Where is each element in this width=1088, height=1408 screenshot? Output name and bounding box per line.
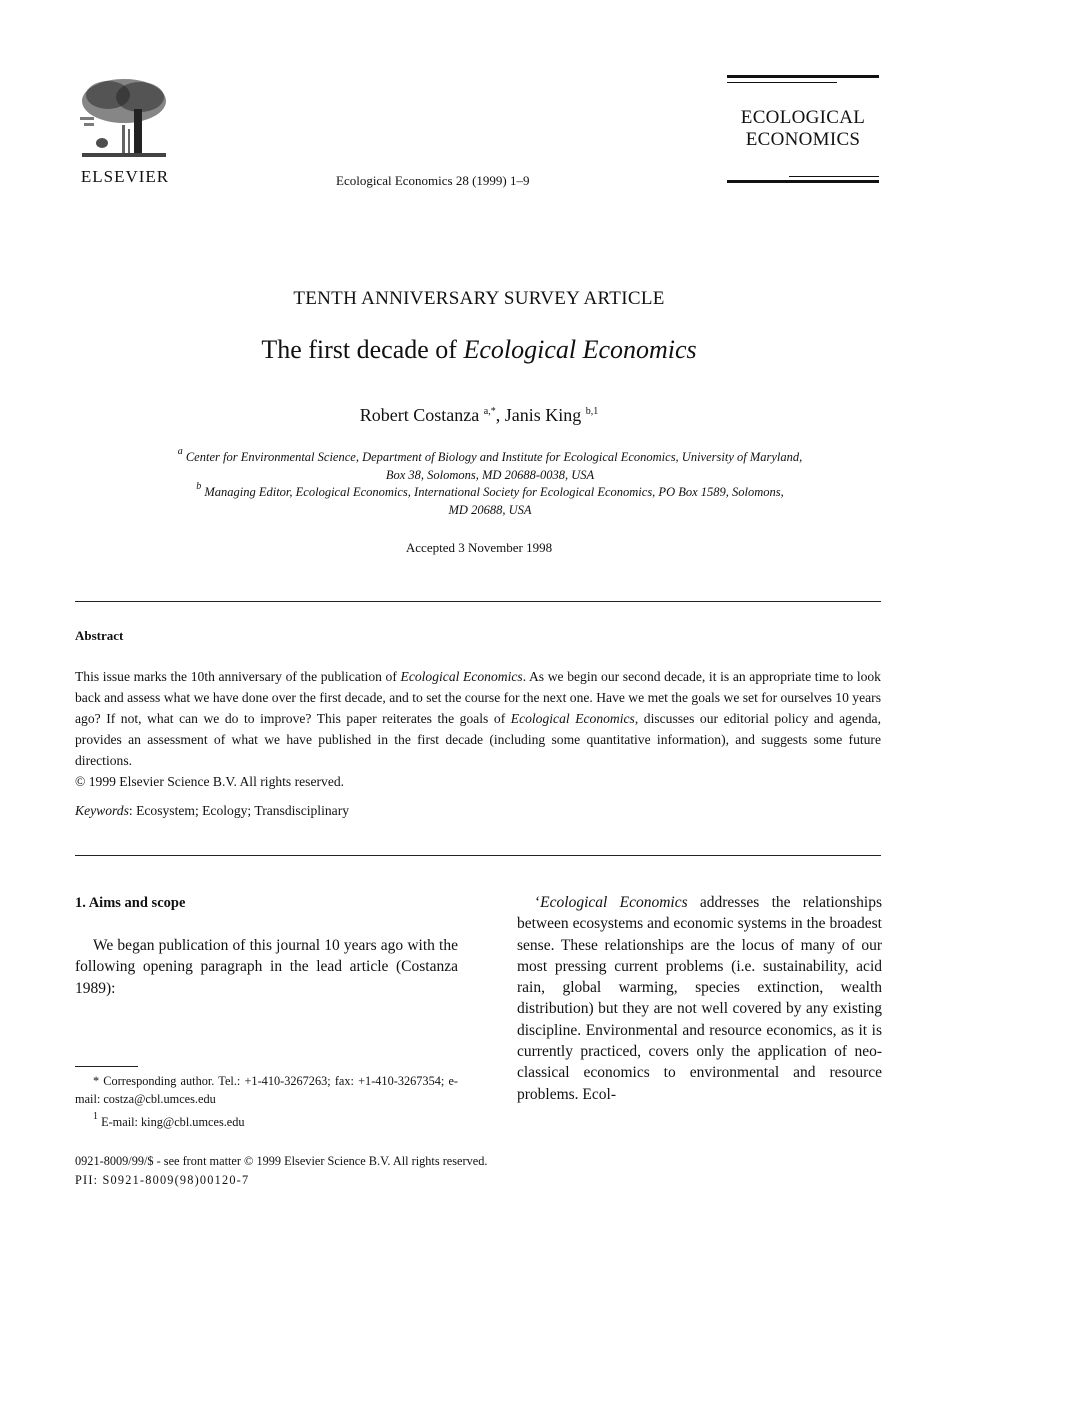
affiliation-line: MD 20688, USA [448, 502, 532, 517]
abstract-copyright: © 1999 Elsevier Science B.V. All rights reserved. [75, 774, 345, 789]
brand-rule-bottom [727, 180, 879, 183]
section-heading: 1. Aims and scope [75, 895, 186, 911]
body-quote-right: ‘Ecological Economics addresses the relationships between ecosystems and economic systems in the broadest sense. These relationships are the locus of many of our most pressing current problems (i.e. sustainability, acid rain, global warming, species extinction, wealth distribution) but they are not well covered by any existing discipline. Environmental and resource economics, as it is currently practiced, covers only the application of neo-classical economics to environmental and resource problems. Ecol- [517, 894, 882, 1103]
affiliation-mark: a [177, 446, 183, 457]
author-marks: b,1 [585, 406, 599, 417]
brand-rule-top-thin [727, 82, 837, 83]
author-name: Janis King [504, 405, 582, 425]
keywords-list: Ecosystem; Ecology; Transdisciplinary [136, 803, 350, 818]
body-paragraph-left: We began publication of this journal 10 years ago with the following opening paragraph in the lead article (Costanza 1989): [75, 937, 458, 997]
abstract-heading: Abstract [75, 628, 124, 643]
keywords: Keywords: Ecosystem; Ecology; Transdisciplinary [75, 803, 350, 818]
divider [75, 601, 881, 602]
journal-brand-line1: ECOLOGICAL [740, 107, 866, 128]
footnote-rule [75, 1066, 138, 1067]
imprint [75, 1152, 487, 1190]
article-type: TENTH ANNIVERSARY SURVEY ARTICLE [293, 288, 665, 309]
affiliation-line: Box 38, Solomons, MD 20688-0038, USA [385, 467, 595, 482]
affiliation-line: Managing Editor, Ecological Economics, International Society for Ecological Economics, PO Box 1589, Solomons, [204, 485, 784, 499]
brand-rule-top [727, 75, 879, 78]
imprint-pii: PII: S0921-8009(98)00120-7 [75, 1173, 250, 1187]
footnotes [75, 1073, 458, 1132]
journal-brand-line2: ECONOMICS [745, 129, 861, 150]
journal-brand-title [727, 107, 879, 151]
affiliation-b [90, 478, 890, 519]
abstract-body [75, 666, 881, 792]
author-name: Robert Costanza [359, 405, 480, 425]
publisher-name: ELSEVIER [80, 167, 170, 186]
publisher-logo [70, 75, 178, 186]
abstract-paragraph: This issue marks the 10th anniversary of the publication of Ecological Economics. As we begin our second decade, it is an appropriate time to look back and assess what we have done over the first decade, and to set the course for the next one. Have we met the goals we set for ourselves 10 years ago? If not, what can we do to improve? This paper reiterates the goals of Ecological Economics, discusses our editorial policy and agenda, provides an assessment of what we have published in the first decade (including some quantitative information), and suggests some future directions. [75, 669, 881, 768]
author-separator: , [495, 405, 505, 425]
divider [75, 855, 881, 856]
affiliation-line: Center for Environmental Science, Department of Biology and Institute for Ecological Economics, University of Maryland, [185, 450, 803, 464]
footnote-corresponding: * Corresponding author. Tel.: +1-410-3267263; fax: +1-410-3267354; e-mail: costza@cbl.umces.edu [75, 1074, 458, 1106]
author-marks: a,* [483, 406, 496, 417]
author-list [0, 405, 958, 426]
brand-rule-bottom-thin [789, 176, 879, 177]
imprint-copyright: 0921-8009/99/$ - see front matter © 1999 Elsevier Science B.V. All rights reserved. [75, 1154, 488, 1168]
footnote-1: $^1$ E-mail: king@cbl.umces.edu [93, 1111, 245, 1129]
article-title [0, 335, 958, 365]
journal-citation: Ecological Economics 28 (1999) 1–9 [336, 173, 530, 188]
journal-brand [727, 73, 879, 185]
keywords-label: Keywords [75, 803, 129, 818]
title-italic: Ecological Economics [463, 335, 697, 364]
affiliation-mark: b [196, 481, 202, 492]
tree-logo-icon [78, 75, 170, 163]
title-plain: The first decade of [261, 335, 464, 364]
accepted-date: Accepted 3 November 1998 [405, 540, 553, 555]
